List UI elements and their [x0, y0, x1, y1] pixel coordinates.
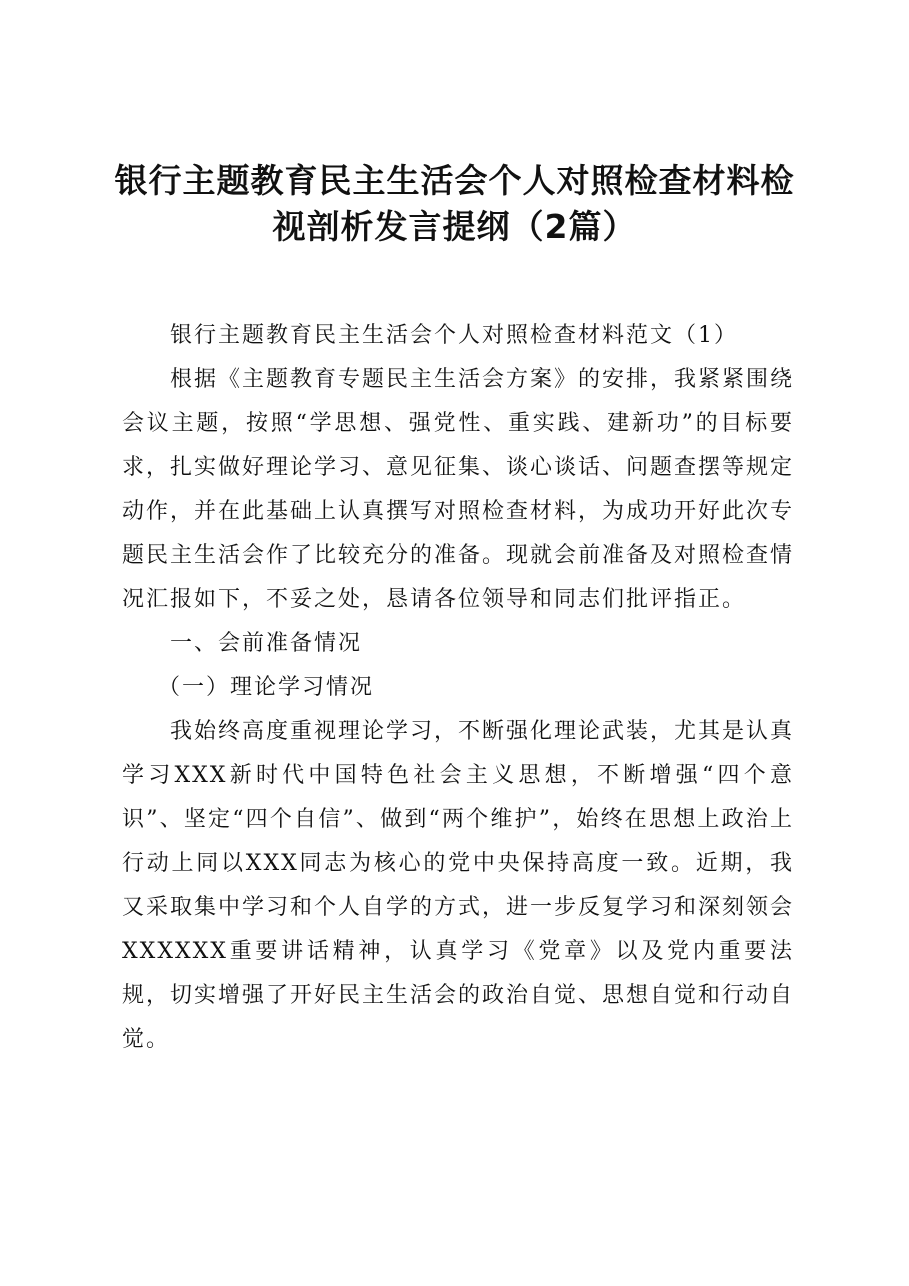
subsection-heading: （一）理论学习情况: [158, 675, 375, 700]
intro-paragraph: 根据《主题教育专题民主生活会方案》的安排，我紧紧围绕会议主题，按照“学思想、强党性、重实践、建新功”的目标要求，扎实做好理论学习、意见征集、谈心谈话、问题查摆等规定动作，并在此基础上认真撰写对照检查材料，为成功开好此次专题民主生活会作了比较充分的准备。现就会前准备及对照检查情况汇报如下，不妥之处，恳请各位领导和同志们批评指正。: [122, 367, 795, 612]
document-title: [100, 158, 809, 250]
document-body: [122, 314, 794, 1062]
title-line-2: 视剖析发言提纲（2篇）: [272, 207, 637, 246]
title-line-1: 银行主题教育民主生活会个人对照检查材料检: [114, 161, 795, 200]
section-heading: 一、会前准备情况: [170, 631, 363, 656]
document-subtitle: 银行主题教育民主生活会个人对照检查材料范文（1）: [170, 323, 738, 348]
study-paragraph: 我始终高度重视理论学习，不断强化理论武装，尤其是认真学习XXX新时代中国特色社会主义思想，不断增强“四个意识”、坚定“四个自信”、做到“两个维护”，始终在思想上政治上行动上同以XXX同志为核心的党中央保持高度一致。近期，我又采取集中学习和个人自学的方式，进一步反复学习和深刻领会XXXXXX重要讲话精神，认真学习《党章》以及党内重要法规，切实增强了开好民主生活会的政治自觉、思想自觉和行动自觉。: [122, 719, 795, 1052]
